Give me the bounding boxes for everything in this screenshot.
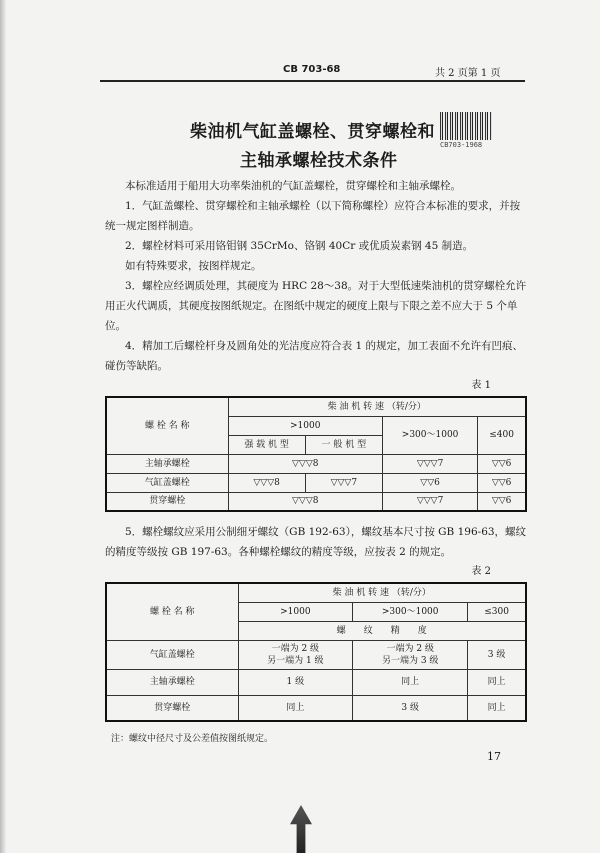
scan-edge <box>0 0 6 853</box>
table-row <box>106 492 526 511</box>
t1-speed-header: 柴 油 机 转 速 （转/分） <box>228 397 526 416</box>
t2-precision-header: 螺 纹 精 度 <box>238 621 526 640</box>
cell: ▽▽6 <box>478 454 526 473</box>
t1-col-le400: ≤400 <box>478 416 526 454</box>
table-1 <box>105 396 527 512</box>
t1-name-header: 螺 栓 名 称 <box>106 397 228 454</box>
table-2 <box>105 582 527 722</box>
intro-paragraph: 本标准适用于船用大功率柴油机的气缸盖螺栓，贯穿螺栓和主轴承螺栓。 <box>125 180 461 192</box>
clause-1: 1．气缸盖螺栓、贯穿螺栓和主轴承螺栓（以下简称螺栓）应符合本标准的要求，并按统一规定图样制造。 <box>105 200 521 232</box>
clause-2-note: 如有特殊要求，按图样规定。 <box>125 260 262 272</box>
row-name: 主轴承螺栓 <box>106 454 228 473</box>
table-1-label: 表 1 <box>471 380 491 391</box>
t1-col-gt1000: >1000 <box>228 416 382 435</box>
row-name: 气缸盖螺栓 <box>106 473 228 492</box>
cell: 同上 <box>468 669 526 695</box>
cell-line: 一端为 2 级 <box>271 643 320 654</box>
clause-4: 4．精加工后螺栓杆身及圆角处的光洁度应符合表 1 的规定，加工表面不允许有凹痕、碰伤等缺陷。 <box>105 340 524 372</box>
footnote: 注：螺纹中径尺寸及公差值按图纸规定。 <box>111 734 274 744</box>
clause-5: 5．螺栓螺纹应采用公制细牙螺纹（GB 192-63），螺纹基本尺寸按 GB 196-63，螺纹的精度等级按 GB 197-63。各种螺栓螺纹的精度等级，应按表 2 的规定。 <box>105 526 527 558</box>
barcode-label: CB703-1968 <box>440 141 483 149</box>
cell: 3 级 <box>468 640 526 669</box>
cell-line: 一端为 2 级 <box>386 643 434 654</box>
cell: 3 级 <box>353 695 468 721</box>
table-row <box>106 640 526 669</box>
title-line-1: 柴油机气缸盖螺栓、贯穿螺栓和 <box>190 122 435 142</box>
cell: ▽▽▽8 <box>228 473 305 492</box>
t2-col-2: >300～1000 <box>353 602 468 621</box>
barcode <box>440 112 492 140</box>
cell: ▽▽▽7 <box>382 454 477 473</box>
table-2-label: 表 2 <box>471 566 491 577</box>
cell: ▽▽6 <box>382 473 477 492</box>
clause-2: 2．螺栓材料可采用铬钼钢 35CrMo、铬钢 40Cr 或优质炭素钢 45 制造。 <box>125 240 474 252</box>
cell-line: 另一端为 1 级 <box>267 655 324 666</box>
cell: 同上 <box>468 695 526 721</box>
page-count: 共 2 页第 1 页 <box>435 68 501 79</box>
cell: ▽▽▽8 <box>228 492 382 511</box>
cell: ▽▽6 <box>478 492 526 511</box>
binding-mark <box>290 805 312 853</box>
cell: 同上 <box>353 669 468 695</box>
cell: ▽▽▽8 <box>228 454 382 473</box>
standard-code: CB 703-68 <box>283 64 341 75</box>
row-name: 贯穿螺栓 <box>106 695 238 721</box>
t2-name-header: 螺 栓 名 称 <box>106 583 238 640</box>
t1-col-general: 一 般 机 型 <box>305 435 382 454</box>
table-row <box>106 473 526 492</box>
cell: 同上 <box>238 695 353 721</box>
table-row <box>106 454 526 473</box>
clause-3: 3．螺栓应经调质处理，其硬度为 HRC 28～38。对于大型低速柴油机的贯穿螺栓允许用正火代调质，其硬度按图纸规定。在图纸中规定的硬度上限与下限之差不应大于 5 个单位。 <box>105 280 527 332</box>
cell <box>238 640 353 669</box>
cell <box>353 640 468 669</box>
row-name: 气缸盖螺栓 <box>106 640 238 669</box>
t2-col-1: >1000 <box>238 602 353 621</box>
header-rule <box>100 80 525 82</box>
row-name: 主轴承螺栓 <box>106 669 238 695</box>
cell: ▽▽▽7 <box>382 492 477 511</box>
table-row <box>106 669 526 695</box>
t1-col-heavy: 强 载 机 型 <box>228 435 305 454</box>
cell: ▽▽6 <box>478 473 526 492</box>
t1-col-300-1000: >300～1000 <box>382 416 477 454</box>
row-name: 贯穿螺栓 <box>106 492 228 511</box>
document-body <box>105 176 527 763</box>
t2-col-3: ≤300 <box>468 602 526 621</box>
t2-speed-header: 柴 油 机 转 速 （转/分） <box>238 583 526 602</box>
page-number: 17 <box>487 750 501 763</box>
title-line-2: 主轴承螺栓技术条件 <box>240 151 398 171</box>
cell: 1 级 <box>238 669 353 695</box>
table-row <box>106 695 526 721</box>
cell-line: 另一端为 3 级 <box>381 655 439 666</box>
cell: ▽▽▽7 <box>305 473 382 492</box>
